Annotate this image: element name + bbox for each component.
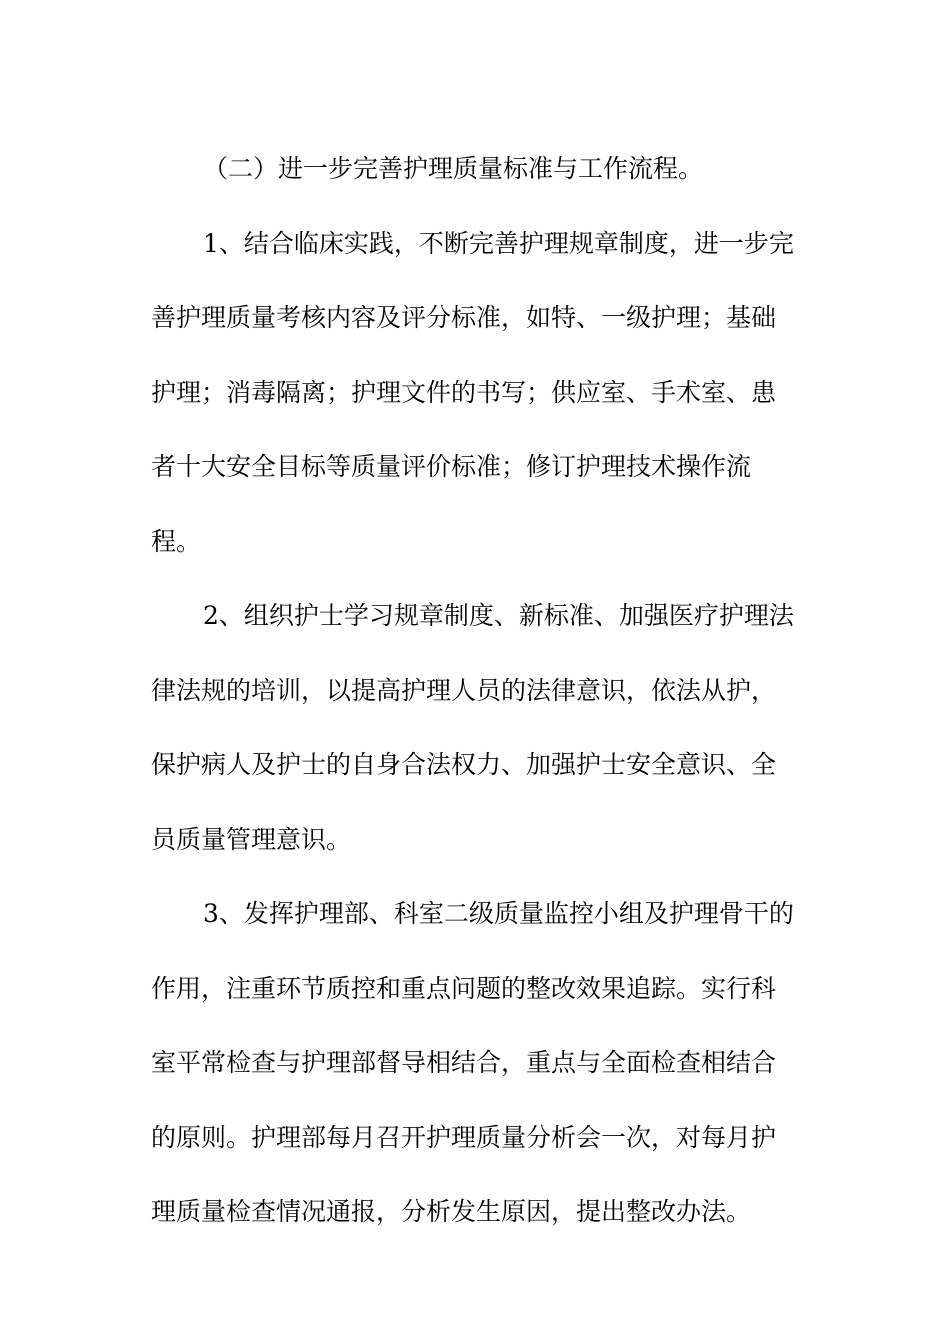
paragraph-3-line-4: 的原则。护理部每月召开护理质量分析会一次，对每月护 (151, 1122, 777, 1152)
paragraph-1-line-3: 护理；消毒隔离；护理文件的书写；供应室、手术室、患 (151, 377, 777, 407)
paragraph-2-line-1: 2、组织护士学习规章制度、新标准、加强医疗护理法 (203, 601, 794, 630)
paragraph-1-line-1: 1、结合临床实践，不断完善护理规章制度，进一步完 (203, 228, 794, 258)
paragraph-3-line-3: 室平常检查与护理部督导相结合，重点与全面检查相结合 (151, 1048, 777, 1077)
document-body (151, 132, 811, 1250)
paragraph-3-line-2: 作用，注重环节质控和重点问题的整改效果追踪。实行科 (151, 973, 777, 1003)
paragraph-1-line-5: 程。 (151, 526, 202, 556)
paragraph-2-line-3: 保护病人及护士的自身合法权力、加强护士安全意识、全 (151, 750, 777, 779)
paragraph-3-line-1: 3、发挥护理部、科室二级质量监控小组及护理骨干的 (203, 899, 794, 928)
paragraph-3-line-5: 理质量检查情况通报，分析发生原因，提出整改办法。 (151, 1197, 752, 1226)
paragraph-2-line-2: 律法规的培训，以提高护理人员的法律意识，依法从护， (151, 675, 777, 705)
paragraph-2-line-4: 员质量管理意识。 (151, 824, 352, 854)
paragraph-1-line-2: 善护理质量考核内容及评分标准，如特、一级护理；基础 (151, 303, 777, 332)
section-heading: （二）进一步完善护理质量标准与工作流程。 (203, 154, 704, 183)
paragraph-1-line-4: 者十大安全目标等质量评价标准；修订护理技术操作流 (151, 452, 752, 481)
